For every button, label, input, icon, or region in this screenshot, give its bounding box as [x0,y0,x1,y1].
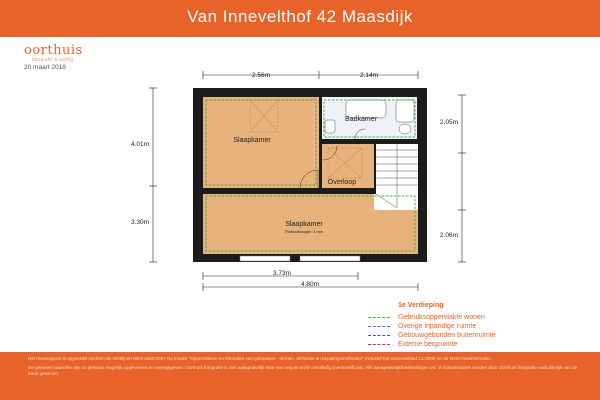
dim-top-left: 2.56m [251,72,271,79]
label-bathroom: Badkamer [345,116,377,123]
legend-label: Gebruiksoppervlakte wonen [398,314,485,321]
legend-swatch [368,326,390,327]
footer-bar [0,352,600,400]
footer-line-2: De gemeten waarden zijn zo getrouw mogelijk opgenomen en weergegeven. Oorthuis fotografie is niet aansprakelijk voor een onjuist en/of onvolledig meetcertificaat. Alle aansprakelijkheidstellingen en/ of schadeclaims worden door Oorthuis fotografie nadrukkelijk van de hand gewezen. [28,365,578,376]
document-date: 20 maart 2018 [24,64,66,71]
footer-disclaimer [28,356,588,380]
legend-label: Externe bergruimte [398,341,458,348]
legend-swatch [368,344,390,345]
label-bedroom-upper: Slaapkamer [233,137,271,144]
dimension-left [131,88,157,262]
dim-bottom-inner: 3.73m [272,270,292,277]
legend-title: 1e Verdieping [398,302,444,309]
legend-swatch [368,335,390,336]
dim-right-upper: 2.05m [439,119,458,126]
windows [240,256,360,261]
dim-top-right: 2.14m [359,72,379,79]
label-landing: Overloop [327,179,357,186]
dim-bottom-outer: 4.80m [300,281,320,288]
legend-label: Overige inpandige ruimte [398,323,477,330]
legend-swatch [368,317,390,318]
dimension-right [440,95,466,262]
dim-left-upper: 4.01m [130,141,150,148]
legend-label: Gebouwgebonden buitenruimte [398,332,496,339]
page-title: Van Innevelthof 42 Maasdijk [187,7,413,26]
label-bedroom-lower-note: Plafondhoogte: 2 mm [284,229,324,234]
footer-line-1: Het meetrapport is opgesteld conform de richtlijnen NEN 2580:2007 NL inzake "Oppervlakten en inhouden van gebouwen - termen, definities en bepalingsmethoden" inclusief het correctieblad C1:2008 en de NVM meetinstructie. [28,356,491,361]
dim-left-lower: 3.30m [130,219,150,226]
logo-name: oorthuis [24,43,83,58]
logo-tagline: fotografie & styling [32,57,74,63]
label-bedroom-lower: Slaapkamer [285,221,323,228]
dim-right-lower: 2.06m [439,232,458,239]
dimension-top [203,71,418,79]
dimension-bottom [203,270,418,291]
